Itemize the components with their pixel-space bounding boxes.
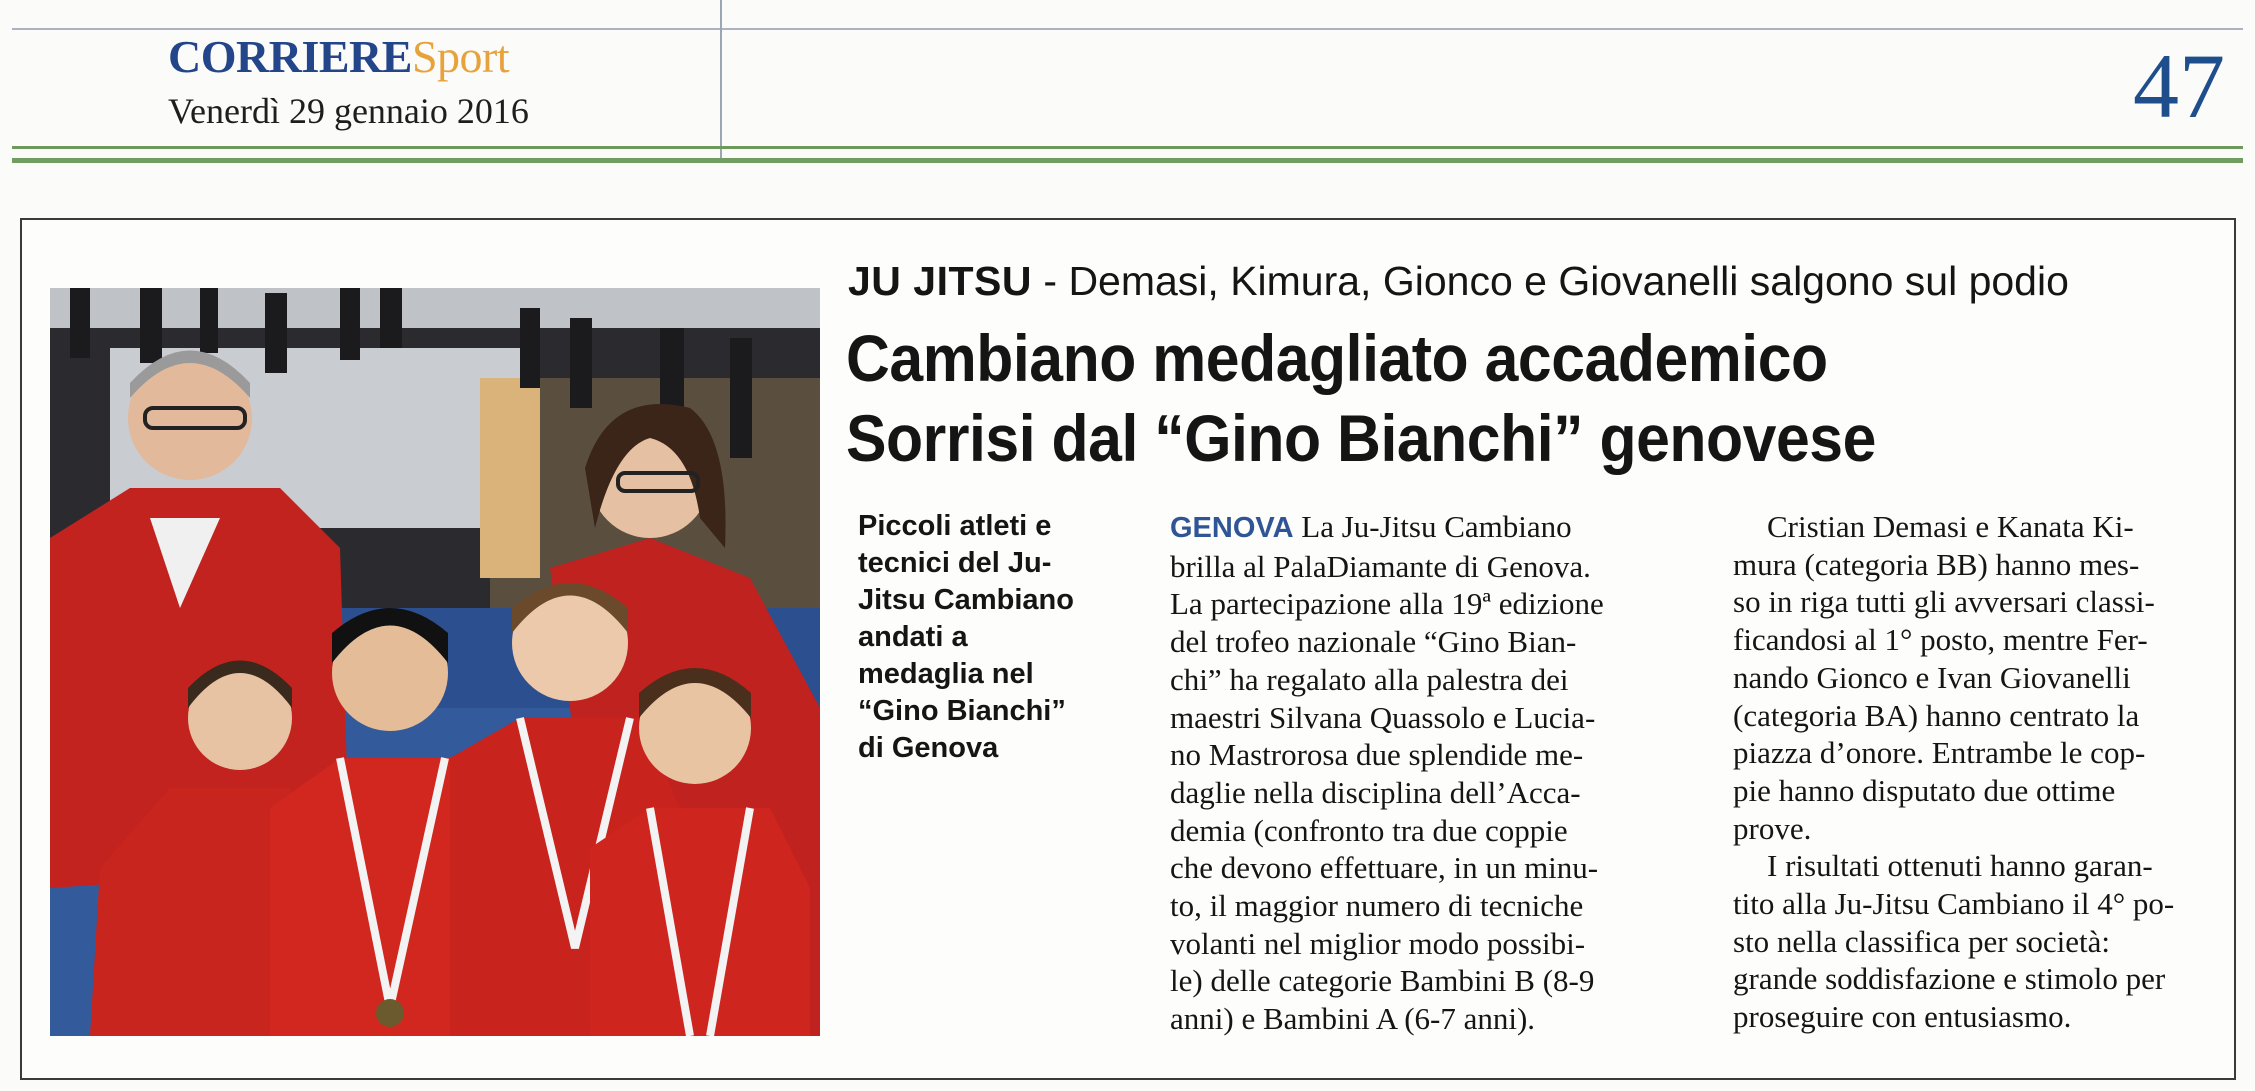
body-line: to, il maggior numero di tecniche (1170, 888, 1584, 924)
body-line: demia (confronto tra due coppie (1170, 812, 1568, 848)
body-line: pie hanno disputato due ottime (1733, 772, 2116, 808)
body-line: volanti nel miglior modo possibi- (1170, 925, 1586, 961)
masthead-rule (12, 146, 2243, 149)
body-line: no Mastrorosa due splendide me- (1170, 737, 1584, 773)
body-line: (categoria BA) hanno centrato la (1733, 697, 2140, 733)
kicker-text: Demasi, Kimura, Gionco e Giovanelli salgono sul podio (1068, 258, 2069, 304)
body-line: La Ju-Jitsu Cambiano (1293, 509, 1572, 544)
kicker-sport: JU JITSU (848, 258, 1032, 304)
logo-sport: Sport (411, 31, 510, 82)
newspaper-logo (168, 31, 510, 82)
body-column-2 (1733, 508, 2233, 1036)
body-line: maestri Silvana Quassolo e Lucia- (1170, 699, 1596, 735)
body-line: La partecipazione alla 19ª edizione (1170, 586, 1604, 622)
body-line: le) delle categorie Bambini B (8-9 (1170, 963, 1595, 999)
publication-date: Venerdì 29 gennaio 2016 (168, 91, 529, 131)
caption-line: di Genova (858, 732, 999, 764)
caption-line: Piccoli atleti e (858, 510, 1052, 542)
body-column-1 (1170, 508, 1730, 1038)
body-line: nando Gionco e Ivan Giovanelli (1733, 659, 2131, 695)
body-line: del trofeo nazionale “Gino Bian- (1170, 624, 1577, 660)
body-line: so in riga tutti gli avversari classi- (1733, 584, 2155, 620)
caption-line: andati a (858, 621, 968, 653)
caption-line: tecnici del Ju- (858, 547, 1052, 579)
body-line: proseguire con entusiasmo. (1733, 999, 2072, 1035)
article-photo (50, 288, 820, 1036)
body-line: ficandosi al 1° posto, mentre Fer- (1733, 622, 2148, 658)
photo-illustration (50, 288, 820, 1036)
masthead-rule-thick (12, 158, 2243, 163)
body-line: grande soddisfazione e stimolo per (1733, 961, 2166, 997)
caption-line: Jitsu Cambiano (858, 584, 1074, 616)
caption-line: medaglia nel (858, 658, 1034, 690)
headline-line: Cambiano medagliato accademico (846, 321, 1828, 395)
photo-caption (858, 508, 1128, 767)
page-number: 47 (2133, 35, 2225, 137)
body-line: brilla al PalaDiamante di Genova. (1170, 548, 1591, 584)
kicker-separator: - (1032, 258, 1069, 304)
dateline: GENOVA (1170, 512, 1294, 544)
body-line: piazza d’onore. Entrambe le cop- (1733, 735, 2146, 771)
body-line: Cristian Demasi e Kanata Ki- (1767, 509, 2134, 544)
article-headline (846, 318, 2106, 478)
logo-corriere: CORRIERE (168, 31, 412, 82)
body-line: prove. (1733, 810, 1812, 846)
body-line: sto nella classifica per società: (1733, 923, 2111, 959)
body-line: I risultati ottenuti hanno garan- (1767, 848, 2153, 884)
caption-line: “Gino Bianchi” (858, 695, 1066, 727)
body-line: chi” ha regalato alla palestra dei (1170, 661, 1569, 697)
body-line: che devono effettuare, in un minu- (1170, 850, 1599, 886)
article-kicker (848, 258, 2208, 305)
body-line: daglie nella disciplina dell’Acca- (1170, 774, 1581, 810)
headline-line: Sorrisi dal “Gino Bianchi” genovese (846, 401, 1876, 475)
body-line: tito alla Ju-Jitsu Cambiano il 4° po- (1733, 886, 2175, 922)
body-line: mura (categoria BB) hanno mes- (1733, 546, 2140, 582)
body-line: anni) e Bambini A (6-7 anni). (1170, 1001, 1536, 1037)
